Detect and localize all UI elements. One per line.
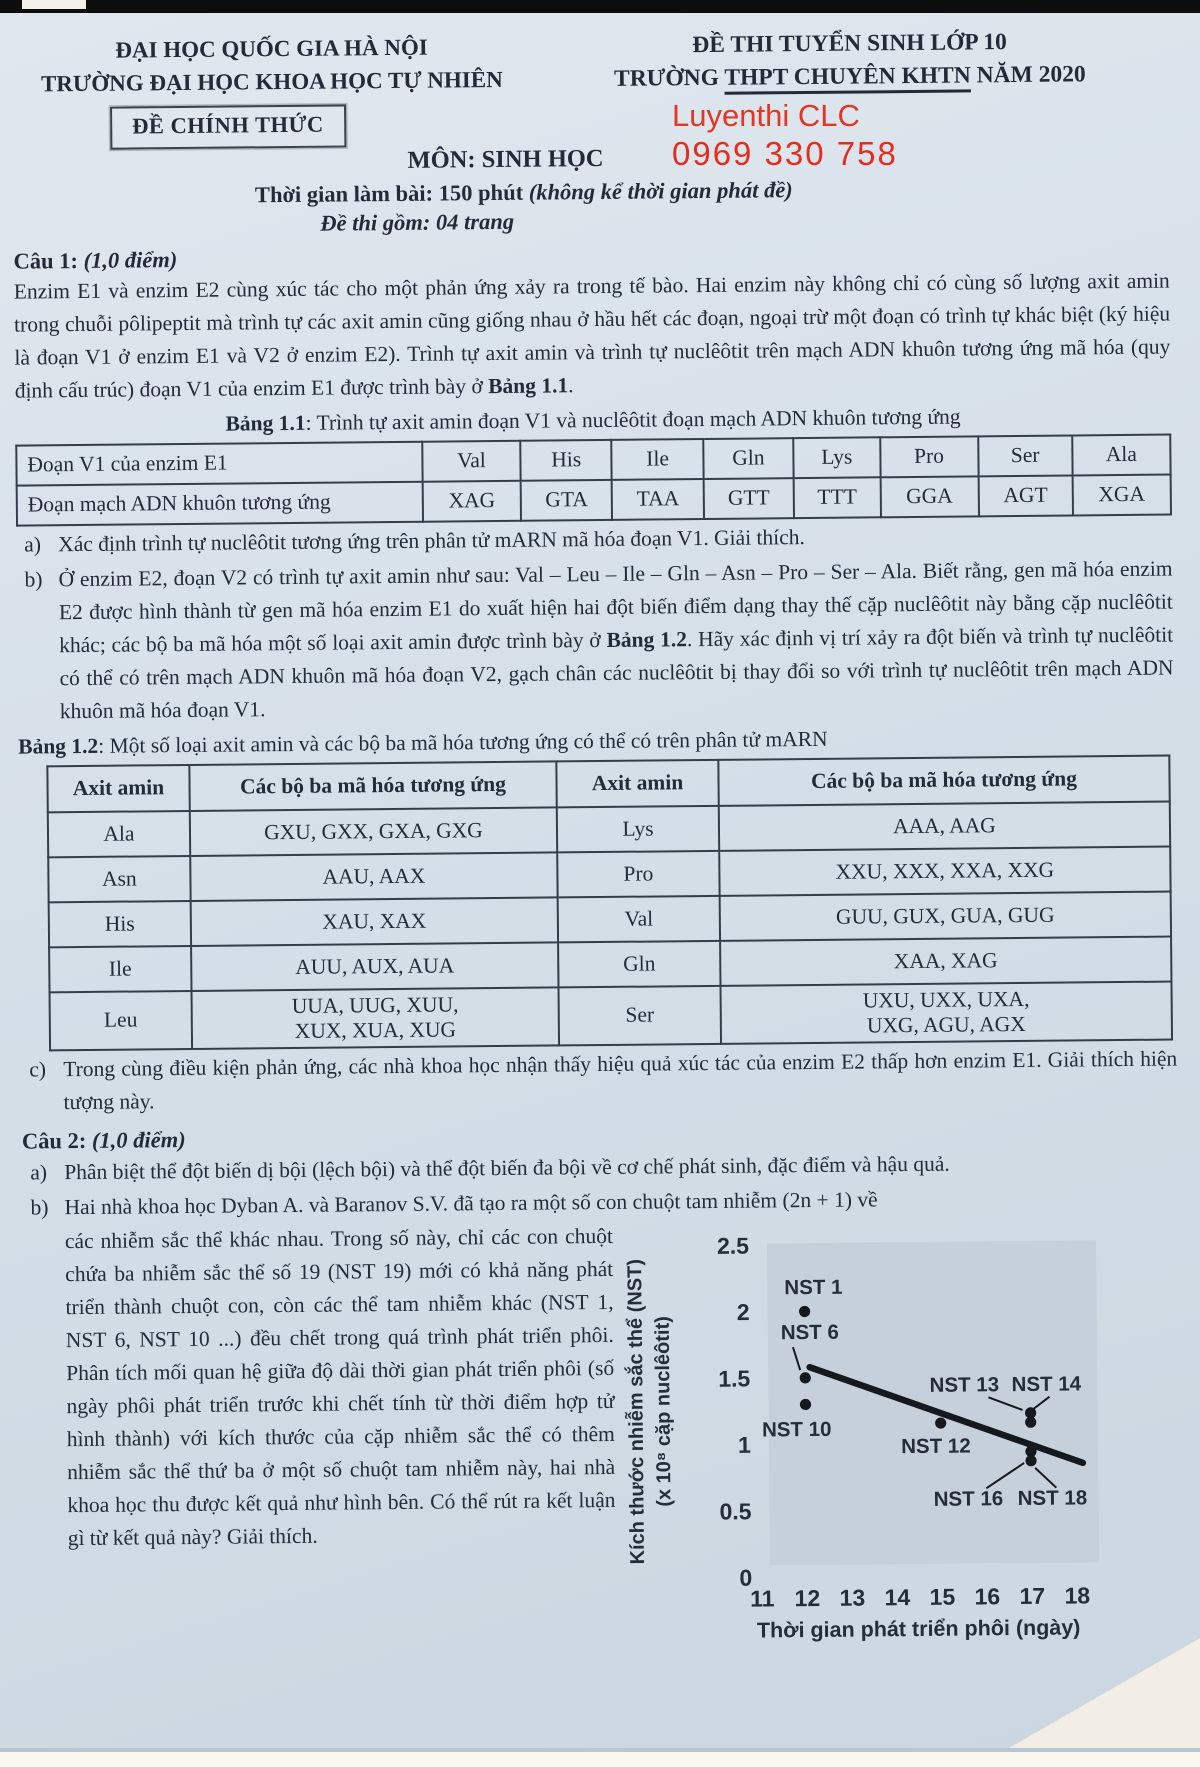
question1-item-b: [16, 552, 1174, 728]
table-cell: XAA, XAG: [720, 936, 1172, 985]
table-row: [50, 981, 1173, 1050]
point-label: NST 10: [761, 1417, 832, 1442]
table1-caption-ref: Bảng 1.1: [225, 410, 306, 436]
q2-item-b-text: các nhiễm sắc thể khác nhau. Trong số này, chỉ các con chuột chứa ba nhiễm sắc thể số 19 (NST 19) mới có khả năng phát triển thành chuột con, còn các thể tam nhiễm khác (NST 1, NST 6, NST 10 ...) đều chết trong quá trình phát triển phôi. Phân tích mối quan hệ giữa độ dài thời gian phát triển phôi (số ngày phôi phát triển trước khi chết tính từ thời điểm hợp tử hình thành) với kích thước của cặp nhiễm sắc thể có thêm nhiễm sắc thể thứ ba ở một số chuột tam nhiễm này, hai nhà khoa học thu được kết quả như hình bên. Có thể rút ra kết luận gì từ kết quả này? Giải thích.: [64, 1223, 616, 1550]
table-cell: Asn: [48, 856, 190, 902]
question2-label: Câu 2:: [21, 1127, 93, 1154]
table-header-cell: Axit amin: [47, 765, 189, 812]
table-cell: AAU, AAX: [190, 852, 558, 901]
table-cell: TTT: [794, 477, 881, 518]
data-point-nst-1: [799, 1306, 810, 1317]
table-cell: GTA: [521, 480, 613, 521]
table1-reference: Bảng 1.1: [488, 373, 569, 398]
y-axis-label-line1: Kích thước nhiễm sắc thể (NST): [624, 1258, 650, 1565]
question1-item-c: [21, 1042, 1178, 1119]
y-tick-label: 1: [737, 1431, 752, 1458]
table-cell: Ser: [978, 435, 1073, 476]
page-content: [0, 10, 1200, 1669]
q2-item-b-marker: b): [30, 1195, 49, 1220]
table-cell: Ala: [1072, 434, 1171, 475]
x-tick-label: 14: [884, 1583, 911, 1611]
table-header-cell: Các bộ ba mã hóa tương ứng: [718, 755, 1170, 805]
q2-item-a-marker: a): [30, 1160, 48, 1185]
data-point-nst-10: [800, 1399, 811, 1410]
exam-paper: [0, 10, 1200, 1752]
point-label: NST 16: [933, 1486, 1004, 1511]
item-b-text: Ở enzim E2, đoạn V2 có trình tự axit amin như sau: Val – Leu – Ile – Gln – Asn – Pro – Ser – Ala. Biết rằng, gen mã hóa enzim E2 được hình thành từ gen mã hóa enzim E1 do xuất hiện hai đột biến điểm dạng thay thế cặp nuclêôtit này bằng cặp nuclêôtit khác; các bộ ba mã hóa một số loại axit amin được trình bày ở: [58, 556, 1173, 657]
table-cell: TAA: [612, 479, 704, 520]
table-cell: Ile: [612, 439, 704, 480]
table-cell: XAU, XAX: [190, 897, 558, 946]
question1-intro: [14, 264, 1171, 407]
table-cell: GTT: [703, 478, 794, 519]
exam-title-block: [532, 25, 1168, 98]
table-cell: Đoạn mạch ADN khuôn tương ứng: [17, 481, 423, 525]
data-point-nst-12: [935, 1417, 946, 1428]
table-cell: Val: [558, 896, 720, 943]
table-cell: Leu: [50, 991, 192, 1050]
exam-header: [11, 25, 1168, 103]
x-tick-label: 18: [1064, 1582, 1091, 1609]
table-cell: XGA: [1072, 474, 1171, 515]
org-line1: ĐẠI HỌC QUỐC GIA HÀ NỘI: [115, 34, 428, 63]
issuing-organization: [11, 31, 532, 103]
table-cell: Val: [422, 440, 520, 481]
exam-title-line2-pre: TRƯỜNG: [613, 65, 725, 93]
table-cell: Đoạn V1 của enzim E1: [16, 441, 422, 485]
table-cell: Pro: [557, 851, 719, 898]
question2-b-columns: [65, 1214, 1183, 1669]
subject-line: MÔN: SINH HỌC: [407, 144, 604, 174]
embryo-development-chart: [621, 1217, 1131, 1664]
table-cell: GGA: [880, 476, 978, 517]
exam-title-line1: ĐỀ THI TUYỂN SINH LỚP 10: [692, 29, 1007, 59]
table-cell: GUU, GUX, GUA, GUG: [720, 891, 1172, 940]
table-cell: Lys: [793, 437, 880, 478]
table-cell: Ser: [559, 986, 721, 1046]
table-cell: GXU, GXX, GXA, GXG: [190, 807, 558, 856]
table2-caption-ref: Bảng 1.2: [18, 733, 99, 759]
point-label: NST 12: [901, 1434, 971, 1458]
point-label: NST 1: [784, 1275, 843, 1299]
table1-caption-text: : Trình tự axit amin đoạn V1 và nuclêôtit đoạn mạch ADN khuôn tương ứng: [305, 404, 961, 435]
x-tick-label: 17: [1019, 1582, 1046, 1609]
table-cell: AAA, AAG: [719, 801, 1171, 850]
item-a-text: Xác định trình tự nuclêôtit tương ứng trên phân tử mARN mã hóa đoạn V1. Giải thích.: [58, 524, 805, 556]
duration-main: Thời gian làm bài: 150 phút: [254, 179, 529, 208]
item-b-marker: b): [24, 567, 43, 592]
q2-item-a-text: Phân biệt thể đột biến dị bội (lệch bội) và thể đột biến đa bội về cơ chế phát sinh, đặc điểm và hậu quả.: [64, 1151, 950, 1184]
item-a-marker: a): [24, 532, 42, 557]
data-point-nst-14: [1025, 1416, 1036, 1427]
data-point-nst-6: [800, 1372, 811, 1383]
exam-title-line2: [532, 58, 1168, 97]
table-cell: AGT: [978, 475, 1073, 516]
item-c-marker: c): [29, 1057, 47, 1082]
table-header-cell: Các bộ ba mã hóa tương ứng: [189, 761, 557, 811]
table-cell: Pro: [880, 436, 978, 477]
question1-label: Câu 1:: [13, 247, 84, 274]
watermark-brand: Luyenthi CLC: [672, 98, 860, 133]
point-label: NST 13: [929, 1372, 1000, 1397]
table-cell: Ile: [49, 946, 191, 992]
official-exam-badge: ĐỀ CHÍNH THỨC: [110, 104, 346, 149]
table-cell: UUA, UUG, XUU, XUX, XUA, XUG: [191, 987, 559, 1049]
table-cell: UXU, UXX, UXA, UXG, AGU, AGX: [720, 981, 1172, 1043]
exam-title-line2-underlined: THPT CHUYÊN KHTN: [724, 62, 971, 92]
table-cell: Lys: [557, 806, 719, 853]
table-cell: AUU, AUX, AUA: [191, 942, 559, 991]
point-label: NST 6: [780, 1320, 839, 1345]
y-tick-label: 0.5: [719, 1497, 752, 1525]
org-line2: TRƯỜNG ĐẠI HỌC KHOA HỌC TỰ NHIÊN: [40, 66, 503, 97]
table-cell: Gln: [703, 438, 794, 479]
y-axis-label-line2: (x 10⁸ cặp nuclêôtit): [651, 1315, 676, 1507]
question1-intro-end: .: [568, 372, 574, 398]
item-b-text-end: . Hãy xác định vị trí xảy ra đột biến và trình tự nuclêôtit có thể có trên mạch ADN khuôn mã hóa đoạn V2, gạch chân các nuclêôtit bị thay đổi so với trình tự nuclêôtit trên mạch ADN khuôn mã hóa đoạn V1.: [59, 622, 1174, 723]
x-tick-label: 13: [839, 1584, 866, 1611]
table-header-cell: Axit amin: [556, 760, 718, 808]
item-c-text: Trong cùng điều kiện phản ứng, các nhà khoa học nhận thấy hiệu quả xúc tác của enzim E2 thấp hơn enzim E1. Giải thích hiện tượng này.: [63, 1046, 1178, 1114]
table-cell: His: [520, 440, 612, 481]
question1-points: (1,0 điểm): [83, 246, 178, 273]
x-tick-label: 15: [929, 1583, 956, 1610]
duration-note: (không kể thời gian phát đề): [528, 176, 793, 205]
data-point-nst-18: [1025, 1455, 1036, 1466]
x-tick-label: 11: [750, 1585, 775, 1612]
table-cell: Gln: [558, 941, 720, 988]
table-cell: Ala: [48, 811, 190, 857]
y-tick-label: 2.5: [716, 1232, 750, 1259]
watermark-phone: 0969 330 758: [672, 134, 898, 172]
table2-reference: Bảng 1.2: [606, 626, 688, 652]
question1-intro-text: Enzim E1 và enzim E2 cùng xúc tác cho một phản ứng xảy ra trong tế bào. Hai enzim này không chỉ có cùng số lượng axit amin trong chuỗi pôlipeptit mà trình tự các axit amin cũng giống nhau ở hầu hết các đoạn, ngoại trừ một đoạn có trình tự khác biệt (ký hiệu là đoạn V1 ở enzim E1 và V2 ở enzim E2). Trình tự axit amin và trình tự nuclêôtit trên mạch ADN khuôn tương ứng mã hóa (quy định cấu trúc) đoạn V1 của enzim E1 được trình bày ở: [13, 268, 1171, 403]
scan-top-edge: [0, 0, 1200, 13]
x-tick-label: 12: [794, 1584, 821, 1611]
table-v1-sequence: [15, 433, 1172, 526]
y-tick-label: 0: [739, 1564, 753, 1591]
y-tick-label: 2: [736, 1298, 750, 1325]
watermark-stamp: [672, 98, 898, 174]
table2-caption-text: : Một số loại axit amin và các bộ ba mã hóa tương ứng có thể có trên phân tử mARN: [98, 726, 828, 758]
pages-note: Đề thi gồm: 04 trang: [320, 208, 515, 236]
table-cell: XXU, XXX, XXA, XXG: [719, 846, 1171, 895]
question2-item-b: [22, 1180, 1183, 1669]
exam-title-line2-post: NĂM 2020: [970, 61, 1086, 89]
y-tick-label: 1.5: [718, 1365, 751, 1392]
x-axis-label: Thời gian phát triển phôi (ngày): [756, 1615, 1081, 1643]
point-label: NST 14: [1011, 1372, 1082, 1396]
table-cell: XAG: [423, 480, 521, 521]
table-cell: His: [49, 901, 191, 947]
x-tick-label: 16: [974, 1582, 1001, 1610]
scan-top-edge-notch: [22, 0, 86, 9]
point-label: NST 18: [1017, 1486, 1088, 1510]
question2-points: (1,0 điểm): [91, 1126, 186, 1153]
table-codon: [46, 754, 1173, 1051]
scatter-plot: [621, 1217, 1131, 1654]
q2-item-b-line1: Hai nhà khoa học Dyban A. và Baranov S.V. đã tạo ra một số con chuột tam nhiễm (2n + 1) về: [64, 1187, 878, 1219]
